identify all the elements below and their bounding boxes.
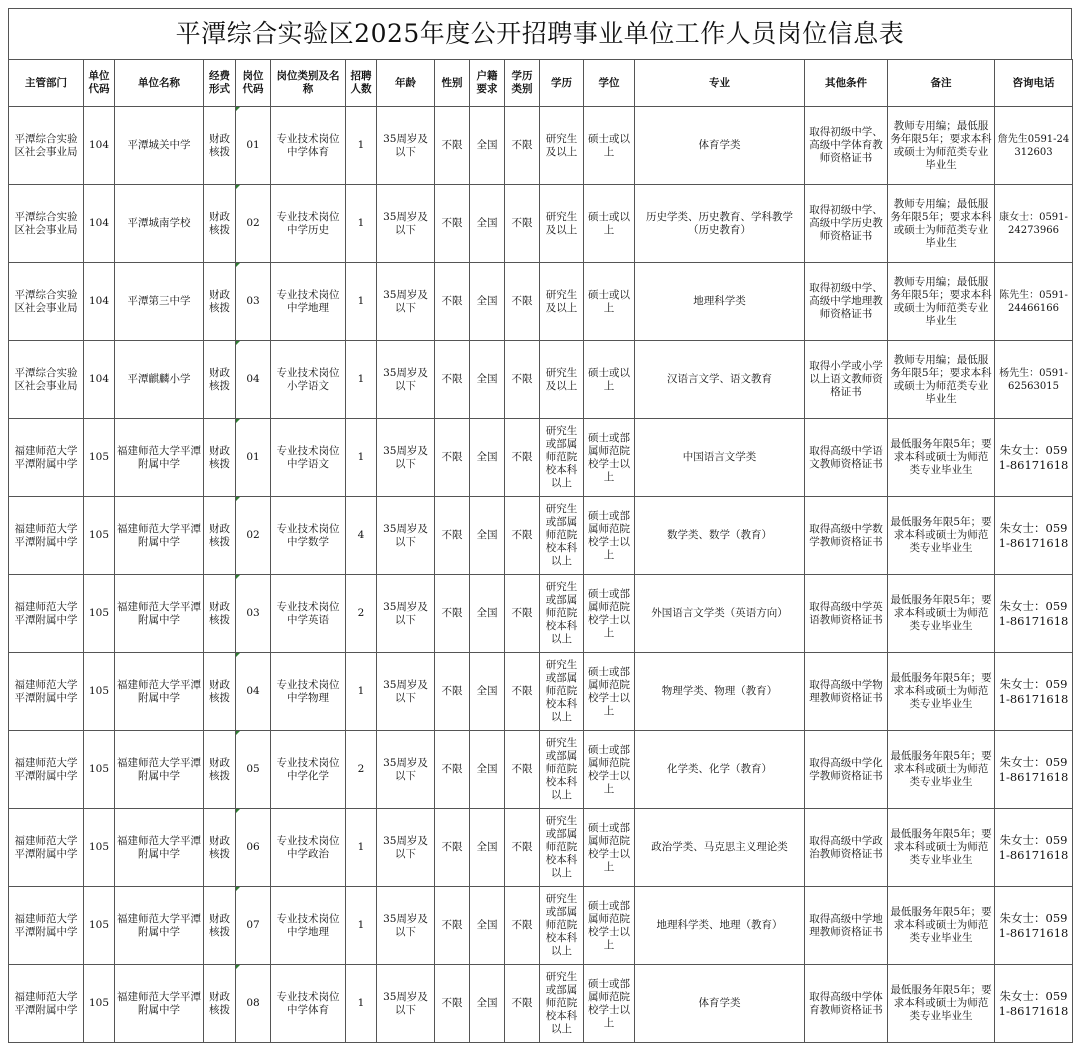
column-header-unit-name: 单位名称 <box>115 60 204 107</box>
cell-phone: 杨先生：0591-62563015 <box>995 341 1073 419</box>
cell-funding: 财政核拨 <box>204 185 236 263</box>
cell-post-code: 02 <box>236 497 271 575</box>
cell-unit-code: 105 <box>84 497 115 575</box>
cell-degree: 硕士或部属师范院校学士以上 <box>584 731 635 809</box>
cell-count: 4 <box>346 497 377 575</box>
cell-household: 全国 <box>470 185 505 263</box>
cell-remarks: 最低服务年限5年；要求本科或硕士为师范类专业毕业生 <box>888 497 995 575</box>
cell-remarks: 教师专用编；最低服务年限5年；要求本科或硕士为师范类专业毕业生 <box>888 263 995 341</box>
cell-education: 研究生或部属师范院校本科以上 <box>540 731 584 809</box>
cell-funding: 财政核拨 <box>204 731 236 809</box>
cell-phone: 朱女士：0591-86171618 <box>995 809 1073 887</box>
cell-phone: 朱女士：0591-86171618 <box>995 887 1073 965</box>
cell-post-name: 专业技术岗位中学体育 <box>271 107 346 185</box>
cell-gender: 不限 <box>435 887 470 965</box>
cell-dept: 福建师范大学平潭附属中学 <box>9 731 84 809</box>
cell-education: 研究生及以上 <box>540 263 584 341</box>
cell-phone: 朱女士：0591-86171618 <box>995 731 1073 809</box>
column-header-education: 学历 <box>540 60 584 107</box>
cell-other: 取得高级中学英语教师资格证书 <box>805 575 888 653</box>
cell-age: 35周岁及以下 <box>377 887 435 965</box>
table-row <box>9 575 1073 653</box>
cell-household: 全国 <box>470 497 505 575</box>
cell-unit-code: 105 <box>84 653 115 731</box>
cell-unit-name: 平潭城关中学 <box>115 107 204 185</box>
cell-unit-code: 104 <box>84 107 115 185</box>
cell-degree: 硕士或部属师范院校学士以上 <box>584 419 635 497</box>
cell-post-code: 03 <box>236 575 271 653</box>
cell-gender: 不限 <box>435 497 470 575</box>
cell-gender: 不限 <box>435 341 470 419</box>
cell-education: 研究生或部属师范院校本科以上 <box>540 887 584 965</box>
cell-edu-type: 不限 <box>505 341 540 419</box>
cell-phone: 朱女士：0591-86171618 <box>995 653 1073 731</box>
column-header-post-name: 岗位类别及名称 <box>271 60 346 107</box>
table-row <box>9 107 1073 185</box>
cell-edu-type: 不限 <box>505 887 540 965</box>
cell-post-name: 专业技术岗位中学物理 <box>271 653 346 731</box>
cell-count: 1 <box>346 653 377 731</box>
cell-degree: 硕士或部属师范院校学士以上 <box>584 965 635 1043</box>
table-row <box>9 263 1073 341</box>
cell-dept: 平潭综合实验区社会事业局 <box>9 185 84 263</box>
cell-education: 研究生或部属师范院校本科以上 <box>540 419 584 497</box>
cell-unit-code: 104 <box>84 185 115 263</box>
cell-household: 全国 <box>470 731 505 809</box>
cell-post-code: 06 <box>236 809 271 887</box>
cell-age: 35周岁及以下 <box>377 965 435 1043</box>
cell-remarks: 最低服务年限5年；要求本科或硕士为师范类专业毕业生 <box>888 653 995 731</box>
column-header-age: 年龄 <box>377 60 435 107</box>
cell-other: 取得高级中学语文教师资格证书 <box>805 419 888 497</box>
cell-dept: 福建师范大学平潭附属中学 <box>9 965 84 1043</box>
cell-remarks: 最低服务年限5年；要求本科或硕士为师范类专业毕业生 <box>888 575 995 653</box>
cell-major: 化学类、化学（教育） <box>635 731 805 809</box>
cell-age: 35周岁及以下 <box>377 809 435 887</box>
cell-unit-name: 福建师范大学平潭附属中学 <box>115 419 204 497</box>
cell-other: 取得高级中学政治教师资格证书 <box>805 809 888 887</box>
cell-household: 全国 <box>470 263 505 341</box>
cell-phone: 康女士：0591-24273966 <box>995 185 1073 263</box>
cell-degree: 硕士或以上 <box>584 263 635 341</box>
cell-household: 全国 <box>470 809 505 887</box>
cell-dept: 平潭综合实验区社会事业局 <box>9 263 84 341</box>
cell-count: 1 <box>346 809 377 887</box>
cell-major: 历史学类、历史教育、学科教学（历史教育） <box>635 185 805 263</box>
cell-unit-code: 104 <box>84 263 115 341</box>
cell-age: 35周岁及以下 <box>377 653 435 731</box>
table-row <box>9 887 1073 965</box>
cell-unit-name: 福建师范大学平潭附属中学 <box>115 887 204 965</box>
cell-edu-type: 不限 <box>505 107 540 185</box>
column-header-unit-code: 单位代码 <box>84 60 115 107</box>
cell-gender: 不限 <box>435 731 470 809</box>
cell-post-code: 07 <box>236 887 271 965</box>
cell-remarks: 最低服务年限5年；要求本科或硕士为师范类专业毕业生 <box>888 809 995 887</box>
cell-count: 2 <box>346 731 377 809</box>
cell-edu-type: 不限 <box>505 965 540 1043</box>
table-row <box>9 185 1073 263</box>
cell-dept: 福建师范大学平潭附属中学 <box>9 419 84 497</box>
cell-post-code: 04 <box>236 653 271 731</box>
cell-edu-type: 不限 <box>505 809 540 887</box>
cell-count: 1 <box>346 107 377 185</box>
column-header-dept: 主管部门 <box>9 60 84 107</box>
cell-major: 外国语言文学类（英语方向） <box>635 575 805 653</box>
cell-edu-type: 不限 <box>505 497 540 575</box>
cell-education: 研究生及以上 <box>540 341 584 419</box>
cell-dept: 平潭综合实验区社会事业局 <box>9 107 84 185</box>
cell-funding: 财政核拨 <box>204 497 236 575</box>
table-row <box>9 497 1073 575</box>
column-header-funding: 经费形式 <box>204 60 236 107</box>
table-header-row <box>9 60 1073 107</box>
cell-education: 研究生或部属师范院校本科以上 <box>540 653 584 731</box>
column-header-degree: 学位 <box>584 60 635 107</box>
cell-unit-code: 104 <box>84 341 115 419</box>
column-header-count: 招聘人数 <box>346 60 377 107</box>
column-header-household: 户籍要求 <box>470 60 505 107</box>
cell-unit-code: 105 <box>84 965 115 1043</box>
cell-unit-code: 105 <box>84 887 115 965</box>
cell-degree: 硕士或部属师范院校学士以上 <box>584 809 635 887</box>
cell-other: 取得初级中学、高级中学历史教师资格证书 <box>805 185 888 263</box>
cell-major: 地理科学类 <box>635 263 805 341</box>
cell-funding: 财政核拨 <box>204 419 236 497</box>
column-header-gender: 性别 <box>435 60 470 107</box>
table-body <box>9 107 1073 1043</box>
column-header-phone: 咨询电话 <box>995 60 1073 107</box>
cell-remarks: 最低服务年限5年；要求本科或硕士为师范类专业毕业生 <box>888 887 995 965</box>
cell-unit-name: 福建师范大学平潭附属中学 <box>115 965 204 1043</box>
cell-unit-name: 福建师范大学平潭附属中学 <box>115 497 204 575</box>
cell-age: 35周岁及以下 <box>377 107 435 185</box>
cell-post-code: 03 <box>236 263 271 341</box>
cell-edu-type: 不限 <box>505 419 540 497</box>
cell-post-name: 专业技术岗位中学语文 <box>271 419 346 497</box>
cell-degree: 硕士或部属师范院校学士以上 <box>584 575 635 653</box>
cell-post-name: 专业技术岗位中学数学 <box>271 497 346 575</box>
cell-count: 1 <box>346 341 377 419</box>
cell-gender: 不限 <box>435 419 470 497</box>
cell-phone: 陈先生：0591-24466166 <box>995 263 1073 341</box>
table-row <box>9 731 1073 809</box>
cell-education: 研究生或部属师范院校本科以上 <box>540 809 584 887</box>
cell-unit-code: 105 <box>84 419 115 497</box>
cell-edu-type: 不限 <box>505 185 540 263</box>
cell-unit-code: 105 <box>84 731 115 809</box>
cell-funding: 财政核拨 <box>204 107 236 185</box>
cell-post-name: 专业技术岗位中学政治 <box>271 809 346 887</box>
cell-household: 全国 <box>470 341 505 419</box>
cell-education: 研究生或部属师范院校本科以上 <box>540 575 584 653</box>
cell-gender: 不限 <box>435 653 470 731</box>
cell-funding: 财政核拨 <box>204 575 236 653</box>
cell-dept: 福建师范大学平潭附属中学 <box>9 497 84 575</box>
cell-unit-code: 105 <box>84 809 115 887</box>
cell-major: 体育学类 <box>635 965 805 1043</box>
cell-post-code: 05 <box>236 731 271 809</box>
table-row <box>9 809 1073 887</box>
column-header-edu-type: 学历类别 <box>505 60 540 107</box>
cell-degree: 硕士或部属师范院校学士以上 <box>584 653 635 731</box>
cell-gender: 不限 <box>435 185 470 263</box>
column-header-post-code: 岗位代码 <box>236 60 271 107</box>
cell-post-name: 专业技术岗位中学历史 <box>271 185 346 263</box>
cell-post-code: 01 <box>236 419 271 497</box>
cell-phone: 朱女士：0591-86171618 <box>995 965 1073 1043</box>
cell-major: 数学类、数学（教育） <box>635 497 805 575</box>
cell-dept: 福建师范大学平潭附属中学 <box>9 575 84 653</box>
cell-gender: 不限 <box>435 107 470 185</box>
cell-phone: 朱女士：0591-86171618 <box>995 419 1073 497</box>
cell-edu-type: 不限 <box>505 653 540 731</box>
cell-post-code: 04 <box>236 341 271 419</box>
cell-gender: 不限 <box>435 809 470 887</box>
cell-degree: 硕士或以上 <box>584 185 635 263</box>
cell-post-name: 专业技术岗位中学地理 <box>271 887 346 965</box>
cell-gender: 不限 <box>435 965 470 1043</box>
cell-unit-name: 平潭第三中学 <box>115 263 204 341</box>
cell-degree: 硕士或部属师范院校学士以上 <box>584 887 635 965</box>
cell-edu-type: 不限 <box>505 731 540 809</box>
cell-household: 全国 <box>470 575 505 653</box>
cell-household: 全国 <box>470 965 505 1043</box>
cell-count: 2 <box>346 575 377 653</box>
cell-dept: 福建师范大学平潭附属中学 <box>9 887 84 965</box>
cell-post-code: 01 <box>236 107 271 185</box>
cell-other: 取得初级中学、高级中学地理教师资格证书 <box>805 263 888 341</box>
cell-major: 汉语言文学、语文教育 <box>635 341 805 419</box>
cell-household: 全国 <box>470 887 505 965</box>
cell-education: 研究生及以上 <box>540 107 584 185</box>
cell-other: 取得初级中学、高级中学体育教师资格证书 <box>805 107 888 185</box>
cell-age: 35周岁及以下 <box>377 185 435 263</box>
cell-count: 1 <box>346 263 377 341</box>
cell-age: 35周岁及以下 <box>377 341 435 419</box>
cell-post-code: 02 <box>236 185 271 263</box>
cell-unit-name: 福建师范大学平潭附属中学 <box>115 575 204 653</box>
cell-post-name: 专业技术岗位中学地理 <box>271 263 346 341</box>
cell-unit-name: 福建师范大学平潭附属中学 <box>115 731 204 809</box>
cell-phone: 朱女士：0591-86171618 <box>995 497 1073 575</box>
cell-funding: 财政核拨 <box>204 809 236 887</box>
cell-other: 取得高级中学化学教师资格证书 <box>805 731 888 809</box>
cell-unit-name: 福建师范大学平潭附属中学 <box>115 653 204 731</box>
cell-funding: 财政核拨 <box>204 887 236 965</box>
column-header-major: 专业 <box>635 60 805 107</box>
cell-other: 取得高级中学地理教师资格证书 <box>805 887 888 965</box>
cell-gender: 不限 <box>435 263 470 341</box>
cell-education: 研究生或部属师范院校本科以上 <box>540 965 584 1043</box>
cell-count: 1 <box>346 887 377 965</box>
page-title: 平潭综合实验区2025年度公开招聘事业单位工作人员岗位信息表 <box>8 8 1072 59</box>
cell-degree: 硕士或部属师范院校学士以上 <box>584 497 635 575</box>
cell-unit-name: 福建师范大学平潭附属中学 <box>115 809 204 887</box>
cell-major: 物理学类、物理（教育） <box>635 653 805 731</box>
cell-count: 1 <box>346 419 377 497</box>
table-row <box>9 419 1073 497</box>
cell-dept: 福建师范大学平潭附属中学 <box>9 653 84 731</box>
cell-age: 35周岁及以下 <box>377 497 435 575</box>
cell-dept: 平潭综合实验区社会事业局 <box>9 341 84 419</box>
column-header-remarks: 备注 <box>888 60 995 107</box>
cell-count: 1 <box>346 185 377 263</box>
table-row <box>9 341 1073 419</box>
cell-post-name: 专业技术岗位中学体育 <box>271 965 346 1043</box>
cell-age: 35周岁及以下 <box>377 575 435 653</box>
cell-household: 全国 <box>470 107 505 185</box>
cell-unit-name: 平潭麒麟小学 <box>115 341 204 419</box>
cell-funding: 财政核拨 <box>204 263 236 341</box>
cell-major: 中国语言文学类 <box>635 419 805 497</box>
cell-post-name: 专业技术岗位中学化学 <box>271 731 346 809</box>
cell-funding: 财政核拨 <box>204 653 236 731</box>
cell-age: 35周岁及以下 <box>377 263 435 341</box>
cell-remarks: 教师专用编；最低服务年限5年；要求本科或硕士为师范类专业毕业生 <box>888 107 995 185</box>
cell-gender: 不限 <box>435 575 470 653</box>
cell-degree: 硕士或以上 <box>584 107 635 185</box>
cell-count: 1 <box>346 965 377 1043</box>
cell-phone: 朱女士：0591-86171618 <box>995 575 1073 653</box>
cell-post-name: 专业技术岗位中学英语 <box>271 575 346 653</box>
cell-remarks: 最低服务年限5年；要求本科或硕士为师范类专业毕业生 <box>888 965 995 1043</box>
cell-remarks: 教师专用编；最低服务年限5年；要求本科或硕士为师范类专业毕业生 <box>888 185 995 263</box>
cell-household: 全国 <box>470 653 505 731</box>
table-row <box>9 653 1073 731</box>
cell-age: 35周岁及以下 <box>377 419 435 497</box>
cell-degree: 硕士或以上 <box>584 341 635 419</box>
cell-phone: 詹先生0591-24312603 <box>995 107 1073 185</box>
cell-remarks: 最低服务年限5年；要求本科或硕士为师范类专业毕业生 <box>888 731 995 809</box>
cell-funding: 财政核拨 <box>204 341 236 419</box>
cell-education: 研究生及以上 <box>540 185 584 263</box>
cell-other: 取得小学或小学以上语文教师资格证书 <box>805 341 888 419</box>
cell-edu-type: 不限 <box>505 575 540 653</box>
cell-major: 体育学类 <box>635 107 805 185</box>
cell-remarks: 教师专用编；最低服务年限5年；要求本科或硕士为师范类专业毕业生 <box>888 341 995 419</box>
cell-major: 政治学类、马克思主义理论类 <box>635 809 805 887</box>
job-info-table <box>8 59 1073 1043</box>
cell-other: 取得高级中学物理教师资格证书 <box>805 653 888 731</box>
cell-edu-type: 不限 <box>505 263 540 341</box>
cell-other: 取得高级中学体育教师资格证书 <box>805 965 888 1043</box>
column-header-other: 其他条件 <box>805 60 888 107</box>
cell-remarks: 最低服务年限5年；要求本科或硕士为师范类专业毕业生 <box>888 419 995 497</box>
cell-education: 研究生或部属师范院校本科以上 <box>540 497 584 575</box>
cell-dept: 福建师范大学平潭附属中学 <box>9 809 84 887</box>
cell-post-name: 专业技术岗位小学语文 <box>271 341 346 419</box>
cell-major: 地理科学类、地理（教育） <box>635 887 805 965</box>
cell-funding: 财政核拨 <box>204 965 236 1043</box>
cell-other: 取得高级中学数学教师资格证书 <box>805 497 888 575</box>
cell-post-code: 08 <box>236 965 271 1043</box>
cell-household: 全国 <box>470 419 505 497</box>
cell-unit-code: 105 <box>84 575 115 653</box>
cell-age: 35周岁及以下 <box>377 731 435 809</box>
cell-unit-name: 平潭城南学校 <box>115 185 204 263</box>
